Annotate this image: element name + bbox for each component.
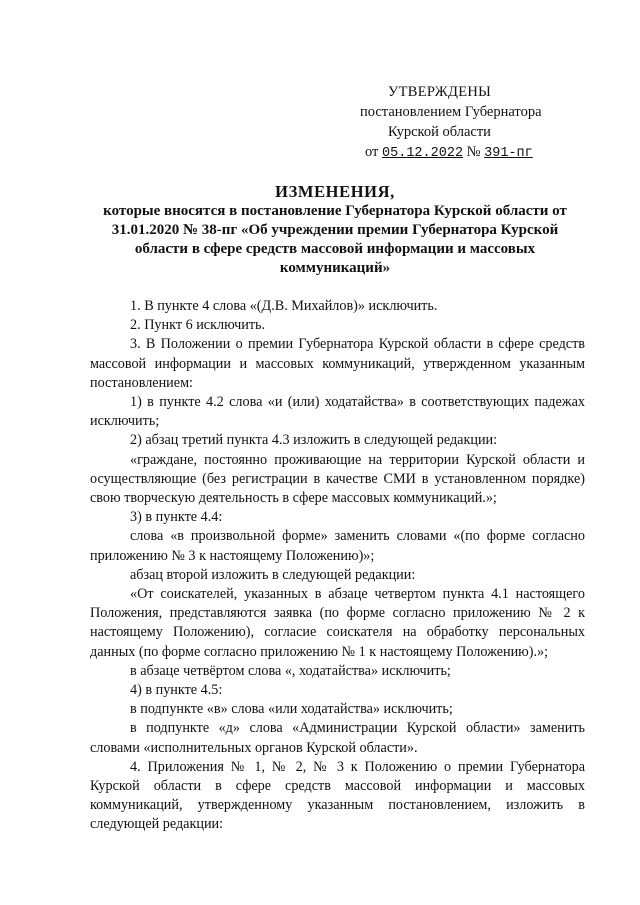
approval-heading: УТВЕРЖДЕНЫ xyxy=(388,84,492,100)
approval-number: 391-пг xyxy=(484,146,533,161)
approval-date-line xyxy=(365,142,600,164)
paragraph: 3) в пункте 4.4: xyxy=(130,509,223,526)
number-prefix: № xyxy=(466,144,481,160)
approval-block xyxy=(340,82,600,164)
title-subtitle: которые вносятся в постановление Губернатора Курской области от 31.01.2020 № 38-пг «Об учреждении премии Губернатора Курской области в сфере средств массовой информации и массовых коммуникаций» xyxy=(103,203,567,276)
paragraph: 2. Пункт 6 исключить. xyxy=(130,317,266,334)
paragraph: 3. В Положении о премии Губернатора Курской области в сфере средств массовой информации и массовых коммуникаций, утвержденном указанным постановлением: xyxy=(90,336,585,391)
paragraph: «От соискателей, указанных в абзаце четвертом пункта 4.1 настоящего Положения, представляются заявка (по форме согласно приложению № 2 к настоящему Положению), согласие соискателя на обработку персональных данных (по форме согласно приложению № 1 к настоящему Положению).»; xyxy=(90,586,585,660)
approval-date: 05.12.2022 xyxy=(382,146,464,161)
paragraph: 2) абзац третий пункта 4.3 изложить в следующей редакции: xyxy=(130,432,498,449)
paragraph: абзац второй изложить в следующей редакции: xyxy=(130,566,416,583)
paragraph: в подпункте «в» слова «или ходатайства» исключить; xyxy=(130,701,453,718)
paragraph: 4. Приложения № 1, № 2, № 3 к Положению о премии Губернатора Курской области в сфере средств массовой информации и массовых коммуникаций, утвержденному указанным постановлением, изложить в следующей редакции: xyxy=(90,758,585,833)
paragraph: в подпункте «д» слова «Администрации Курской области» заменить словами «исполнительных органов Курской области». xyxy=(90,720,585,756)
approval-line-region: Курской области xyxy=(388,124,491,140)
approval-line-decree: постановлением Губернатора xyxy=(360,104,542,120)
paragraph: слова «в произвольной форме» заменить словами «(по форме согласно приложению № 3 к настоящему Положению)»; xyxy=(90,528,585,564)
document-title xyxy=(85,182,585,278)
document-body xyxy=(90,297,585,835)
paragraph: 4) в пункте 4.5: xyxy=(130,682,223,699)
title-heading: ИЗМЕНЕНИЯ, xyxy=(275,182,395,201)
paragraph: «граждане, постоянно проживающие на территории Курской области и осуществляющие (без регистрации в качестве СМИ в установленном порядке) свою творческую деятельность в сфере массовых коммуникаций.»; xyxy=(90,451,585,507)
date-prefix: от xyxy=(365,144,379,160)
paragraph: в абзаце четвёртом слова «, ходатайства» исключить; xyxy=(130,662,451,679)
paragraph: 1) в пункте 4.2 слова «и (или) ходатайства» в соответствующих падежах исключить; xyxy=(90,394,585,430)
paragraph: 1. В пункте 4 слова «(Д.В. Михайлов)» исключить. xyxy=(130,298,438,314)
